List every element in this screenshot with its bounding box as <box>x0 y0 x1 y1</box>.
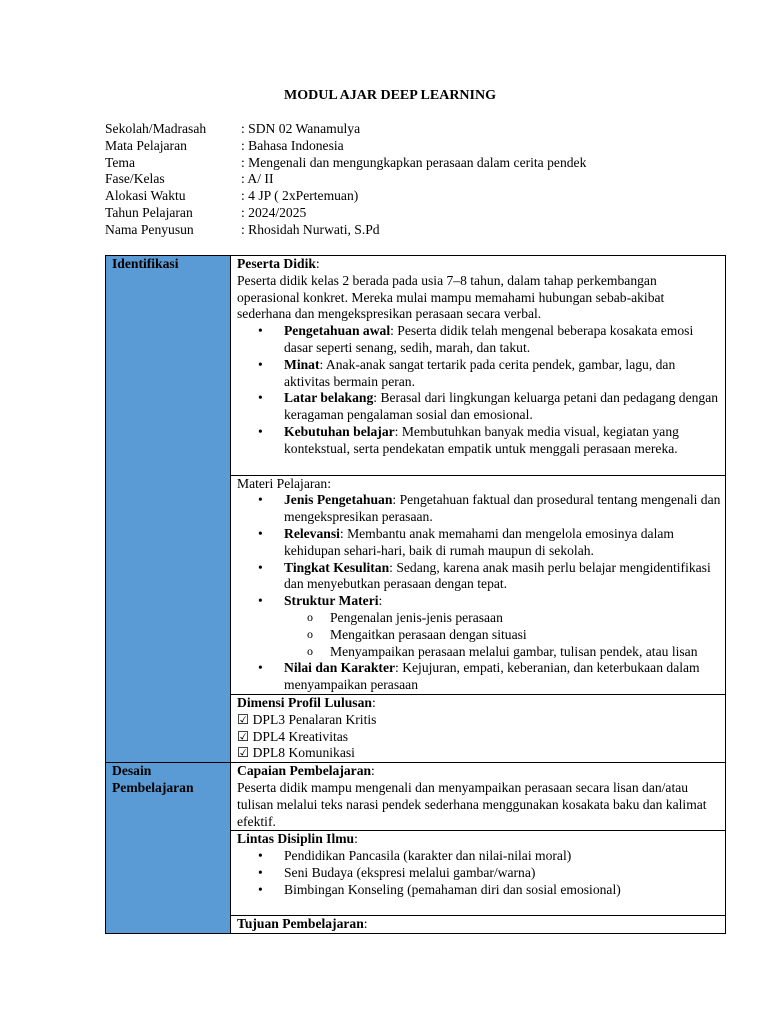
item-text: : Peserta didik telah mengenal beberapa kosakata emosi dasar seperti senang, sedih, marah, dan takut. <box>284 323 694 355</box>
item-text: : Membantu anak memahami dan mengelola emosinya dalam kehidupan sehari-hari, baik di rumah maupun di sekolah. <box>284 525 674 558</box>
list-item <box>237 660 722 694</box>
list-item: • Bimbingan Konseling (pemahaman diri dan sosial emosional) <box>237 882 722 899</box>
meta-label: Tema <box>105 154 135 170</box>
materi-list-end <box>237 660 722 694</box>
item-text: : <box>378 593 383 609</box>
section-heading: Peserta Didik <box>237 256 316 271</box>
cell-dimensi-profil <box>231 694 726 762</box>
heading-colon: : <box>363 916 368 932</box>
checkbox-item: ☑ DPL4 Kreativitas <box>237 728 349 744</box>
list-item <box>237 492 722 526</box>
cell-capaian <box>231 763 726 831</box>
section-heading: Lintas Disiplin Ilmu <box>237 831 355 847</box>
meta-row-theme <box>105 155 586 172</box>
list-item <box>237 390 722 424</box>
meta-row-school <box>105 121 586 138</box>
dimensi-heading-line <box>237 695 722 712</box>
list-item <box>237 560 722 594</box>
sub-list-item: o Menyampaikan perasaan melalui gambar, tulisan pendek, atau lisan <box>237 644 722 661</box>
sub-list-item: o Mengaitkan perasaan dengan situasi <box>237 627 722 644</box>
item-term: Struktur Materi <box>284 593 379 609</box>
section-heading: Materi Pelajaran <box>237 475 328 491</box>
capaian-heading-line <box>237 763 722 780</box>
cell-lintas-disiplin <box>231 831 726 916</box>
meta-value: : 2024/2025 <box>241 204 307 220</box>
item-text: : Sedang, karena anak masih perlu belajar mengidentifikasi dan menyebutkan perasaan dengan tepat. <box>284 559 711 592</box>
checkbox-item: ☑ DPL3 Penalaran Kritis <box>237 711 377 727</box>
meta-row-phase <box>105 171 586 188</box>
section-heading: Capaian Pembelajaran <box>237 763 372 779</box>
cell-tujuan <box>231 916 726 934</box>
heading-colon: : <box>371 763 375 779</box>
side-label-desain: Desain Pembelajaran <box>106 763 231 934</box>
item-term: Relevansi <box>284 525 340 541</box>
meta-label: Nama Penyusun <box>105 221 194 237</box>
row-peserta-didik <box>106 256 726 476</box>
document-title: MODUL AJAR DEEP LEARNING <box>284 88 496 103</box>
item-term: Nilai dan Karakter <box>284 660 396 676</box>
meta-label: Mata Pelajaran <box>105 137 187 153</box>
section-heading: Dimensi Profil Lulusan <box>237 694 372 710</box>
meta-value: : Bahasa Indonesia <box>241 137 344 153</box>
item-term: Tingkat Kesulitan <box>284 559 390 575</box>
meta-value: : SDN 02 Wanamulya <box>241 121 361 136</box>
meta-value: : Rhosidah Nurwati, S.Pd <box>241 221 380 237</box>
meta-value: : A/ II <box>241 171 274 187</box>
item-text: : Kejujuran, empati, keberanian, dan keterbukaan dalam menyampaikan perasaan <box>284 660 700 693</box>
module-table <box>105 255 726 934</box>
meta-value: : 4 JP ( 2xPertemuan) <box>241 188 359 204</box>
item-text: : Membutuhkan banyak media visual, kegiatan yang kontekstual, serta pendekatan empatik untuk menggali perasaan mereka. <box>284 423 679 456</box>
cell-peserta-didik <box>231 256 726 476</box>
item-text: : Anak-anak sangat tertarik pada cerita pendek, gambar, lagu, dan aktivitas bermain peran. <box>284 356 676 389</box>
cell-materi-pelajaran <box>231 475 726 694</box>
item-term: Latar belakang <box>284 390 374 406</box>
materi-heading-line <box>237 476 722 493</box>
materi-list <box>237 492 722 610</box>
list-item <box>237 357 722 391</box>
side-label-identifikasi: Identifikasi <box>106 256 231 763</box>
meta-row-subject <box>105 138 586 155</box>
tujuan-heading-line <box>237 916 722 933</box>
item-text: : Pengetahuan faktual dan prosedural tentang mengenali dan mengekspresikan perasaan. <box>284 492 721 525</box>
meta-row-time <box>105 188 586 205</box>
meta-label: Tahun Pelajaran <box>105 204 193 220</box>
item-term: Jenis Pengetahuan <box>284 492 393 508</box>
list-item <box>237 323 722 357</box>
meta-row-author <box>105 222 586 239</box>
module-info <box>105 121 586 239</box>
list-item: • Pendidikan Pancasila (karakter dan nilai-nilai moral) <box>237 848 722 865</box>
heading-colon: : <box>327 475 331 491</box>
peserta-list <box>237 323 722 457</box>
checkbox-item: ☑ DPL8 Komunikasi <box>237 745 355 761</box>
meta-label: Fase/Kelas <box>105 171 165 187</box>
meta-value: : Mengenali dan mengungkapkan perasaan dalam cerita pendek <box>241 154 587 170</box>
lintas-list <box>237 848 722 898</box>
peserta-heading-line <box>237 256 722 273</box>
heading-colon: : <box>371 694 376 710</box>
lintas-heading-line <box>237 831 722 848</box>
capaian-text: Peserta didik mampu mengenali dan menyampaikan perasaan secara lisan dan/atau tulisan melalui teks narasi pendek sederhana menggunakan kosakata baku dan kalimat efektif. <box>237 779 707 829</box>
meta-label: Sekolah/Madrasah <box>105 121 207 136</box>
meta-label: Alokasi Waktu <box>105 188 186 204</box>
section-heading: Tujuan Pembelajaran <box>237 916 364 932</box>
item-term: Minat <box>284 356 320 372</box>
list-item <box>237 593 722 610</box>
item-term: Kebutuhan belajar <box>284 423 395 439</box>
struktur-materi-list <box>237 610 722 660</box>
heading-colon: : <box>354 831 358 847</box>
row-capaian <box>106 763 726 831</box>
peserta-intro: Peserta didik kelas 2 berada pada usia 7–8 tahun, dalam tahap perkembangan operasional konkret. Mereka mulai mampu memahami hubungan sebab-akibat sederhana dan mengekspresikan perasaan secara verbal. <box>237 272 665 322</box>
list-item <box>237 424 722 458</box>
list-item: • Seni Budaya (ekspresi melalui gambar/warna) <box>237 865 722 882</box>
meta-row-year <box>105 205 586 222</box>
list-item <box>237 526 722 560</box>
sub-list-item: o Pengenalan jenis-jenis perasaan <box>237 610 722 627</box>
item-text: : Berasal dari lingkungan keluarga petani dan pedagang dengan keragaman pengalaman sosial dan emosional. <box>284 390 719 423</box>
item-term: Pengetahuan awal <box>284 323 391 339</box>
heading-colon: : <box>315 256 320 271</box>
